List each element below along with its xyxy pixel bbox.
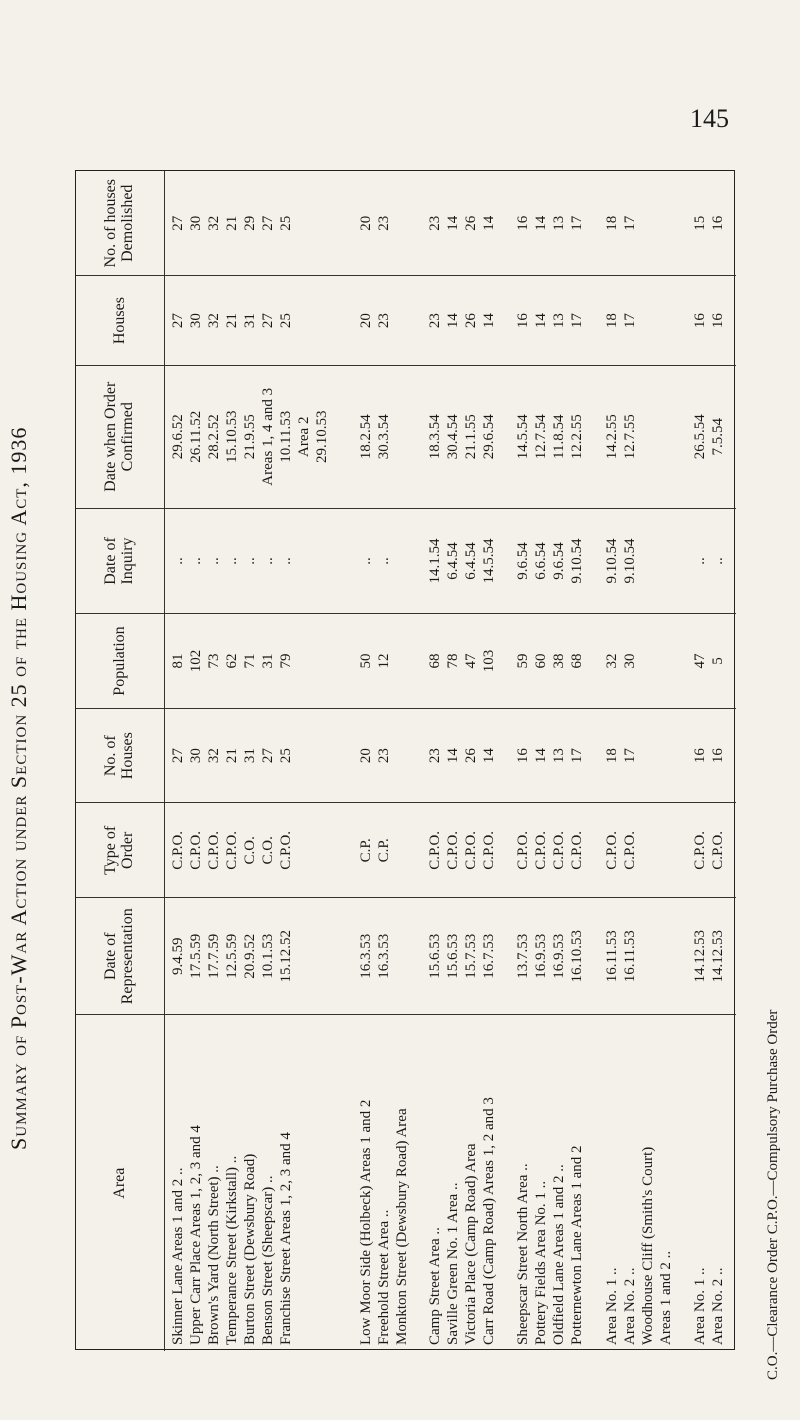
- cell-houses: 18 17: [599, 276, 688, 365]
- cell-demolished: 16 14 13 17: [510, 171, 599, 276]
- col-date-representation: Date of Representation: [76, 898, 165, 1015]
- cell-type: C.P.O. C.P.O.: [687, 803, 736, 898]
- col-type-of-order: Type of Order: [76, 803, 165, 898]
- cell-date-rep: 9.4.59 17.5.59 17.7.59 12.5.59 20.9.52 10.1.53 15.12.52: [165, 898, 354, 1015]
- running-title: Summary of Post-War Action under Section 25 of the Housing Act, 1936: [6, 426, 31, 1150]
- cell-type: C.P.O. C.P.O.: [599, 803, 688, 898]
- cell-date-rep: 13.7.53 16.9.53 16.9.53 16.10.53: [510, 898, 599, 1015]
- cell-demolished: 15 16: [687, 171, 736, 276]
- col-houses: Houses: [76, 276, 165, 365]
- cell-inquiry: 14.1.54 6.4.54 6.4.54 14.5.54: [422, 508, 511, 613]
- cell-inquiry: .. ..: [687, 508, 736, 613]
- cell-date-rep: 16.3.53 16.3.53: [353, 898, 422, 1015]
- table-row: [599, 171, 688, 1351]
- cell-houses: 16 16: [687, 276, 736, 365]
- cell-demolished: 18 17: [599, 171, 688, 276]
- cell-houses: 23 14 26 14: [422, 276, 511, 365]
- col-area: Area: [76, 1015, 165, 1351]
- cell-confirmed: 29.6.52 26.11.52 28.2.52 15.10.53 21.9.55 Areas 1, 4 and 3 10.11.53 Area 2 29.10.53: [165, 365, 354, 508]
- page-number: 145: [690, 104, 729, 133]
- col-no-of-houses: No. of Houses: [76, 708, 165, 803]
- cell-inquiry: 9.10.54 9.10.54: [599, 508, 688, 613]
- cell-population: 81 102 73 62 71 31 79: [165, 614, 354, 709]
- cell-type: C.P. C.P.: [353, 803, 422, 898]
- cell-houses: 20 23: [353, 276, 422, 365]
- cell-area: Camp Street Area .. Saville Green No. 1 Area .. Victoria Place (Camp Road) Area Carr Road (Camp Road) Areas 1, 2 and 3: [426, 1097, 497, 1345]
- cell-population: 32 30: [599, 614, 688, 709]
- cell-area: Skinner Lane Areas 1 and 2 .. Upper Carr Place Areas 1, 2, 3 and 4 Brown's Yard (North Street) .. Temperance Street (Kirkstall) .. Burton Street (Dewsbury Road) Benson Street (Sheepscar) .. Franchise Street Areas 1, 2, 3 and 4: [170, 1125, 294, 1345]
- cell-type: C.P.O. C.P.O. C.P.O. C.P.O. C.O. C.O. C.P.O.: [165, 803, 354, 898]
- cell-inquiry: 9.6.54 6.6.54 9.6.54 9.10.54: [510, 508, 599, 613]
- header-row: [76, 171, 165, 1351]
- cell-houses-no: 20 23: [353, 708, 422, 803]
- col-houses-demolished: No. of houses Demolished: [76, 171, 165, 276]
- table-row: [165, 171, 354, 1351]
- cell-demolished: 20 23: [353, 171, 422, 276]
- cell-houses-no: 18 17: [599, 708, 688, 803]
- table-row: [687, 171, 736, 1351]
- cell-houses-no: 16 14 13 17: [510, 708, 599, 803]
- cell-houses-no: 23 14 26 14: [422, 708, 511, 803]
- table-body: [165, 171, 737, 1351]
- cell-confirmed: 26.5.54 7.5.54: [687, 365, 736, 508]
- summary-table: [76, 171, 736, 1351]
- cell-type: C.P.O. C.P.O. C.P.O. C.P.O.: [422, 803, 511, 898]
- table-row: [353, 171, 422, 1351]
- cell-houses-no: 16 16: [687, 708, 736, 803]
- cell-type: C.P.O. C.P.O. C.P.O. C.P.O.: [510, 803, 599, 898]
- cell-population: 47 5: [687, 614, 736, 709]
- col-population: Population: [76, 614, 165, 709]
- col-date-confirmed: Date when Order Confirmed: [76, 365, 165, 508]
- cell-population: 68 78 47 103: [422, 614, 511, 709]
- cell-date-rep: 16.11.53 16.11.53: [599, 898, 688, 1015]
- table-row: [422, 171, 511, 1351]
- cell-area: Sheepscar Street North Area .. Pottery Fields Area No. 1 .. Oldfield Lane Areas 1 and 2 .. Potternewton Lane Areas 1 and 2: [515, 1145, 586, 1345]
- cell-date-rep: 14.12.53 14.12.53: [687, 898, 736, 1015]
- cell-demolished: 27 30 32 21 29 27 25: [165, 171, 354, 276]
- cell-houses: 27 30 32 21 31 27 25: [165, 276, 354, 365]
- cell-date-rep: 15.6.53 15.6.53 15.7.53 16.7.53: [422, 898, 511, 1015]
- cell-population: 59 60 38 68: [510, 614, 599, 709]
- cell-confirmed: 14.2.55 12.7.55: [599, 365, 688, 508]
- cell-confirmed: 14.5.54 12.7.54 11.8.54 12.2.55: [510, 365, 599, 508]
- col-date-inquiry: Date of Inquiry: [76, 508, 165, 613]
- cell-demolished: 23 14 26 14: [422, 171, 511, 276]
- cell-inquiry: .. .. .. .. .. .. ..: [165, 508, 354, 613]
- footnote: C.O.—Clearance Order C.P.O.—Compulsory Purchase Order: [765, 1009, 781, 1380]
- cell-confirmed: 18.3.54 30.4.54 21.1.55 29.6.54: [422, 365, 511, 508]
- cell-area: Area No. 1 .. Area No. 2 .. Woodhouse Cliff (Smith's Court) Areas 1 and 2 ..: [603, 1146, 674, 1345]
- cell-confirmed: 18.2.54 30.3.54: [353, 365, 422, 508]
- cell-area: Low Moor Side (Holbeck) Areas 1 and 2 Freehold Street Area .. Monkton Street (Dewsbury Road) Area: [358, 1099, 411, 1345]
- table-row: [510, 171, 599, 1351]
- table-header: [76, 171, 165, 1351]
- summary-table-frame: [75, 170, 735, 1350]
- cell-population: 50 12: [353, 614, 422, 709]
- cell-inquiry: .. ..: [353, 508, 422, 613]
- cell-area: Area No. 1 .. Area No. 2 ..: [692, 1267, 727, 1345]
- cell-houses: 16 14 13 17: [510, 276, 599, 365]
- cell-houses-no: 27 30 32 21 31 27 25: [165, 708, 354, 803]
- table-rotator: [76, 171, 736, 1351]
